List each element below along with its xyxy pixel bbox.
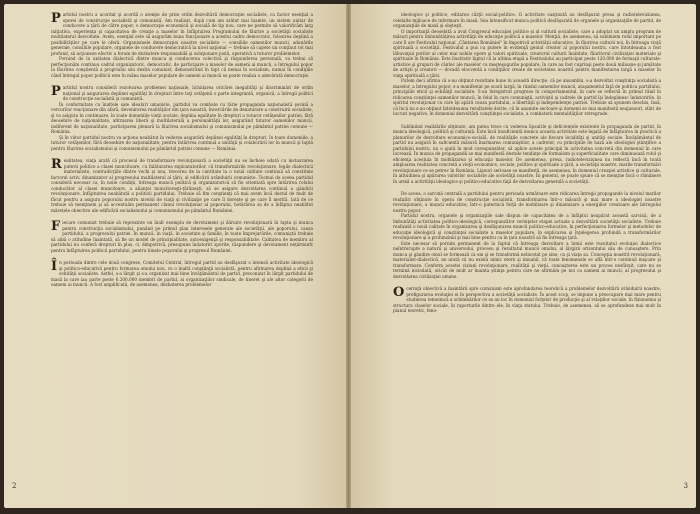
paragraph [393, 191, 661, 213]
paragraph-text: cerinţă obiectivă a înaintării spre comunism este aprofundarea teoretică a problemelor dezvoltării orânduirii noastre, prefigurarea evoluţiei ei în perspectiva a societăţii socialiste. În acest scop, se impune a preocupare mai mare pentru studierea temeinică a schimbărilor ce se au loc în domeniul forţelor de producţie şi al relaţiilor sociale, în fizionomia şi structura claselor sociale, în raporturile dintre ele, în viaţa statului. Trebuie, de asemenea, să se aprofundeze mai mult în planul teoretic, feno- [393, 286, 661, 313]
left-page-number: 2 [12, 482, 17, 490]
paragraph-text: n perioada dintre cele două congrese, Comitetul Central, întregul partid au desfăşurat o intensă activitate ideologică şi politico-educativă pentru formarea omului nou, cu o înaltă conştiinţă socialistă, pentru afirmarea deplină a eticii şi echităţii socialiste. Astfel, s-a lărgit şi s-a organizat mai bine învăţământul de partid, preconizat în lărgit partidului de masă la care iau parte peste 6.200.000 membri de partid, ai organizaţiilor sindicale, de tineret şi ale altor categorii de oameni ai muncii. A fost amplificată, de asemenea, dezbaterea problemelor [51, 260, 313, 287]
paragraph [51, 102, 313, 135]
text-block [393, 191, 661, 279]
paragraph [393, 241, 661, 280]
paragraph [51, 220, 313, 253]
text-block [51, 12, 313, 78]
text-block [51, 158, 313, 213]
paragraph [51, 158, 313, 213]
text-block [51, 85, 313, 151]
paragraph [393, 124, 661, 185]
paragraph [393, 29, 661, 79]
right-page-number: 3 [683, 482, 688, 490]
drop-cap: Î [51, 258, 58, 274]
drop-cap: F [51, 218, 61, 234]
paragraph-text: Şi în viitor partidul nostru va acţiona neabătut în vederea asigurării deplinei egalităţi în drepturi, în toate domeniile, a tuturor cetăţenilor, fără deosebire de naţionalitate, pentru întărirea continuă a unităţii şi colaborării lor în muncă şi luptă pentru făurirea socialismului şi comunismului pe pământul patriei comune — România. [51, 134, 313, 151]
paragraph-text: artidul nostru a acordat şi acordă o atenţie de prim ordin dezvoltării democraţiei socialiste, ca factor esenţial a operei de construcţie socialistă şi comunistă. Am realizat, după cum am arătat mai înainte, un sistem unitar de conducere a ţării de către popor, o democraţie economică şi socială de tip nou, care ne permite să valorificăm larg iniţiativa, experienţa şi capacitatea de creaţie a maselor în înfăptuirea Programului de făurire a societăţii socialiste multilateral dezvoltate. Avem, esenţial este să asigurăm buna funcţionare a acestui cadru democratic, folosirea deplină a posibilităţilor pe care le oferă. Organismele democraţiei noastre socialiste — consiliile oamenilor muncii, adunările generale, consiliile populare, organele de conducere democratică la nivel naţional — trebuie să capete un conţinut tot mai profund, să acţioneze efectiv a forum de dezbatere responsabilă şi soluţionare justă, operativă a tuturor problemelor. [51, 12, 313, 56]
paragraph [393, 78, 661, 117]
drop-cap: O [393, 284, 405, 300]
right-page-text [393, 12, 661, 321]
drop-cap: P [51, 83, 61, 99]
paragraph [51, 260, 313, 288]
paragraph-text: În conformitate cu înaltele sale idealuri umaniste, partidul va combate cu tărie propaganda naţionalistă şovină a cercurilor reacţionare din afară, devenirarea realităţilor din ţara noastră, încercările de denaturare a construirii socialiste, şi va asigura în continuare, în toate domeniile vieţii sociale, deplina egalitate în drepturi a tuturor cetăţenilor patriei, fără deosebire de naţionalitate, afirmarea liberă şi multilaterală a personalităţii lor, asigurând tuturor oamenilor muncii, indiferent de naţionalitate, participarea plenară la făurirea socialismului şi comunismului pe pământul patriei comune — România. [51, 101, 313, 134]
text-block [393, 12, 661, 117]
paragraph-text: Subliniind realizările obţinute, am putea trece cu vederea lipsurile şi deficienţele existente în propaganda de partid, în munca ideologică, politică şi culturală. Este încă insuficientă munca aceasta activitate este legată de înfăptuirea în practică a planurilor de dezvoltare economico-socială, de realităţile concrete ale fiecare localităţi şi unităţi sociale. Învăţământul de partid nu asigură în suficientă măsură înarmarea comuniştilor, a cadrelor, cu principiile de bază ale ideologiei ştiinţifice a partidului nostru, nu o ajută în mod corespunzător, să aplice aceste principii în activitatea concretă din domeniul în care lucrează. În munca de propagandă se mai manifestă destule tendinţe de formalism şi superficialitate care diminuează rolul şi eficienţa acestuia în mobilizarea şi educaţia maselor. De asemenea, presa, radioteleviziunea nu reflectă încă în toată amploarea realitatea concretă a vieţii economice, sociale, politice şi spirituale a ţării, a societăţii noastre, marile transformări revoluţionare ce se petrec în România. Lipsuri serioase se manifestă, de asemenea, în domeniul creaţiei artistice şi culturale, în atitudinea şi apărarea valorilor socialiste ale societăţii noastre. În general, se poate spune că se menţine încă o rămânere în urmă a activităţii ideologice şi politico-educative faţă de dezvoltarea generală a societăţii. [393, 123, 661, 184]
paragraph-text: Este necesar să pornim permanent de la faptul că întreaga dezvoltare a lumii este rezultatul evoluţiei dialectice neîntrerupte a naturii şi universului, procesu şi rezultatul muncii omului, al lărgirii orizontului său de cunoaştere. Prin munca şi gândire omul se formează ca om şi se transformă neîncetat pe sine, ca şi viaţa sa. Concepţia noastră revoluţionară, materialist-dialectică, ne arată că nu există nimic etern şi imuabil, că toate fenomenele se află într-o continuă mişcare şi transformare. Conform acestei viziuni revoluţionare, realităţii şi vieţii, cunoaşterea este un proces nesfârşit, care nu se termină niciodată, oricât de mult ar înainta ştiinţa pentru care ne afirmăm pe noi ca oameni ai muncii, al progresului şi dezvoltarea civilizaţiei umane. [393, 240, 661, 279]
text-block [51, 220, 313, 253]
drop-cap: R [51, 156, 62, 172]
paragraph-text: Pornind de la unitatea dialectică dintre munca şi conducerea colectivă şi răspunderea personală, va trebui să perfecţionăm continuu cadrul organizatoric, democratic, de participare a maselor de oameni ai muncii, a întregului popor la făurirea conştientă a propriului său destin comunist, demonstrând în fapt că nemai în socialism, numai în condiţiile când întregul popor politică este în mâna maselor populare de oameni ai muncii se poate realiza o adevărată democraţie. [51, 56, 313, 78]
left-page-text [51, 12, 313, 295]
paragraph-text: ealitatea, viaţa arată că procesul de transformare revoluţionară a societăţii nu se încheie odată cu instaurarea puterii politice a clasei muncitoare, cu înlăturarea exploatatorilor, că transformările revoluţionare, legile dialecticii materialiste, contradicţiile dintre vechi şi nou, trecerea de la cantitate la o nouă calitate continuă să constituie factorul activ, dinamizator al progresului multilateral al ţării, al edificării orânduirii comuniste. Tocmai de aceea partidul consideră necesar ca, în noile condiţii, întreaga muncă politică şi organizatorică să fie orientată spre întărirea rolului conducător al clasei muncitoare, a alianţei muncitoreşti-ţărăneşti, să se asigure dezvoltarea continuă a gândirii revoluţionare, înfăptuirea neabătută a politicii partidului. Trebuie să fim conştienţi că mai avem încă destul de mult de făcut pentru a asigura poporului nostru nivelul de viaţă şi civilizaţie pe care îl doreşte şi pe care îl merită. Iată de ce trebuie să menţinem şi să accentuăm permanent clanul revoluţionar al poporului, hotărârea sa de a înfăptui neabătut mărețele obiective ale edificării socialismului şi comunismului pe pământul României. [51, 158, 313, 213]
paragraph-text: artidul nostru consideră rezolvarea problemei naţionale, lichidarea oricărei inegalităţi şi discriminări de ordin naţional şi asigurarea deplinei egalităţi în drepturi între toţi cetăţenii o parte integrantă, organică, a întregii politici de construcţie socialistă şi comunistă. [62, 85, 313, 101]
paragraph [393, 213, 661, 241]
paragraph [51, 56, 313, 78]
paragraph-text: De aceea, o sarcină centrală a partidului pentru perioada următoare este ridicarea întregii propagande la nivelul marilor realizări obţinute în opera de construcţie socialistă, transformarea într-o măsură şi mai mare a ideologiei noastre revoluţionare, a muncii educative, într-o puternică forţă de mobilizare şi dinamizare a energiilor creatoare ale întregului nostru popor. [393, 191, 661, 213]
text-block [51, 260, 313, 288]
paragraph [51, 12, 313, 56]
paragraph-text: Partidul nostru, organele şi organizaţiile sale dispun de capacitatea de a înfăptui neapărat această sarcină, de a îmbunătăţi activitatea politico-ideologică, corespunzător cerinţelor etapei actuale a dezvoltării societăţii socialiste. Trebuie realizată o nouă calitate în organizarea şi desfăşurarea muncii politico-educative, în perfecţionarea formelor şi metodelor de educaţie ideologică şi conştiinţei socialiste a maselor populare, în explicarea şi înţelegerea profundă a transformărilor revoluţionare şi a profunzimii şi mai bine pentru ca în ţara noastră să fie întreaga ţară. [393, 213, 661, 240]
paragraph-text: iecare comunist trebuie să reprezinte un înalt exemplu de devotament şi dăruire revoluţionară în lupta şi munca pentru construcţia socialismului, punând pe primul plan interesele generale ale societăţii, ale poporului, cauza partidului, a progresului patriei. În muncă, în viaţă, în societate şi familie, în toate împrejurările, comuniştii trebuie să aibă o atitudine înaintată, să fie un model de principialitate, autoexigenţă şi responsabilitate. Calitatea de membru al partidului nu conferă drepturi în plus, ci, dimpotrivă, presupune îndatoriri sporite, răspundere şi devotament neţărmurit pentru înfăptuirea politicii partidului, pentru binele poporului şi progresul României. [51, 220, 313, 253]
paragraph [51, 85, 313, 102]
text-block [393, 286, 661, 314]
paragraph-text: ideologice şi politice, editarea cărţii social-politice. O activitate susţinută au desfăşurat presa şi radioteleviziunea, celelalte mijloace de informare în masă. Sea intensificat munca politică desfăşurată de organele şi organizaţiile de partid, de organizaţiile de masă şi obşteşti. [393, 12, 661, 28]
paragraph-text: O importanţă deosebită a avut Congresul educaţiei politice şi al culturii socialiste, care a adoptat un amplu program de măsuri pentru îmbunătăţirea activităţii de educaţie politică a maselor. Menţiă, de asemenea, să subliniem rolul important pe care îl are Festivalul naţional „Cântarea României" în împotrivă activităţii educative, în făurirea culturii noi, în întreaga viaţă spirituală a societăţii. Festivalul a pus cu putere în evidenţă geniul creator al poporului nostru, care întotdeauna a fost lăbuvaţiul porilor al celor mai nobile opere şi valori spirituale, creatorul culturii înaintate, făuritorul civilizaţiei materiale şi spirituale în România. Este ilustrativ faptul că la ultima etapă a Festivalului au participat peste 120.000 de formaţii culturale-artistice şi grupuri de cântec ale maselor cu meşteşugurile populare, în care au fost cuprinşi peste două milioane şi jumătate de artişti şi creatori — dovadă elocventă a condiţiilor create de societatea noastră pentru manifestarea largă a maselor în viaţa spirituală a ţării. [393, 28, 661, 78]
paragraph-text: Putem deci afirma că s-au obţinut rezultate bune în această direcţie, că pe ansamblu, s-a dezvoltat conştiinţa socialistă a maselor, a întregului popor, s-a manifestat pe scară largă, în rândul oamenilor muncii, ataşamentul faţă de politica partidului, principiile eticii şi echităţii socialiste. S-au înregistrat progrese în comportamentul, în care se reflectă în primul rând în ridicarea conştiinţei oamenilor muncii, în felul în care comuniştii, activiştii şi cadrele de partid îşi îndeplinesc îndatoririle, în spiritul revoluţionar cu care îşi apără cauza partidului, a libertăţii şi independenţei patriei. Trebuie să spunem deschis, însă, că încă nu s-au obţinut întotdeauna rezultatele dorite, că în anumite sectoare şi domenii se mai manifestă neajunsuri, stări de lucruri negative, în domeniul dezvoltării conştiinţei socialiste, a combaterii mentalităţilor retrograde. [393, 78, 661, 116]
drop-cap: P [51, 10, 61, 26]
left-page [4, 4, 346, 508]
text-block [393, 124, 661, 185]
paragraph [393, 12, 661, 29]
right-page [351, 4, 696, 508]
paragraph [51, 135, 313, 152]
paragraph [393, 286, 661, 314]
